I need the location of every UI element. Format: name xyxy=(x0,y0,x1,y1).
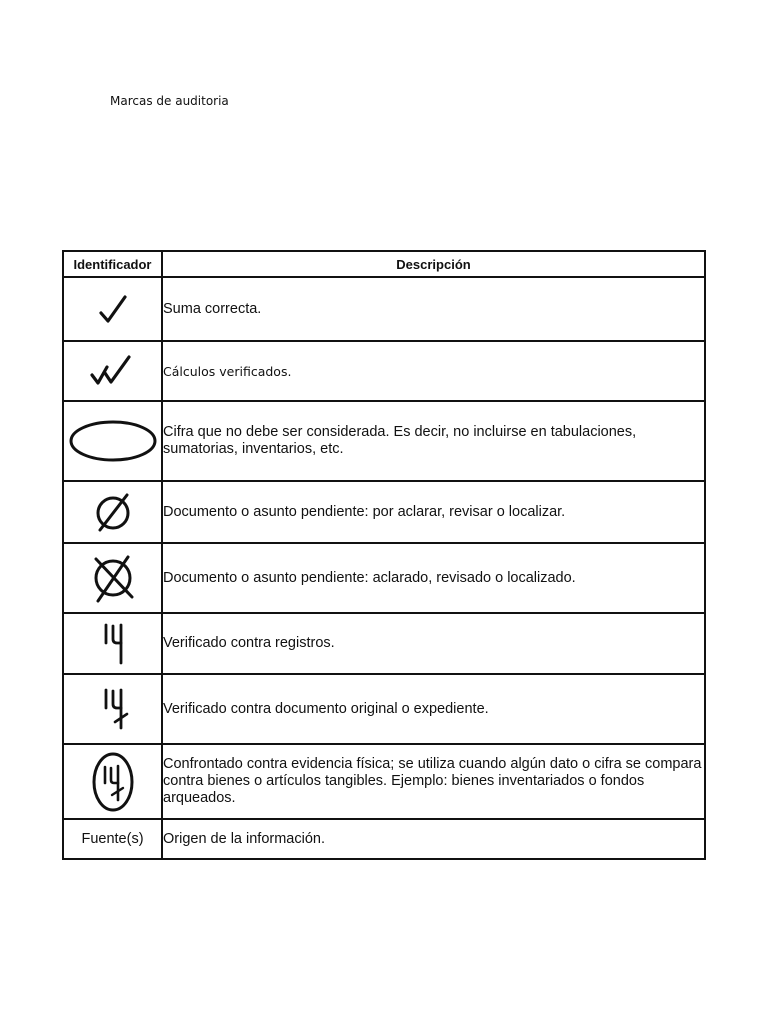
row-description: Verificado contra registros. xyxy=(162,613,705,674)
table-row xyxy=(63,674,705,744)
row-description: Suma correcta. xyxy=(162,277,705,341)
row-identifier: Fuente(s) xyxy=(63,819,162,859)
row-description: Confrontado contra evidencia física; se utiliza cuando algún dato o cifra se compara contra bienes o artículos tangibles. Ejemplo: bienes inventariados o fondos arqueados. xyxy=(162,744,705,819)
table-row xyxy=(63,401,705,481)
table-row xyxy=(63,744,705,819)
circled-tick-mark-icon xyxy=(90,750,136,814)
single-check-icon xyxy=(93,291,133,327)
row-description: Cálculos verificados. xyxy=(162,341,705,401)
row-description: Documento o asunto pendiente: por aclarar, revisar o localizar. xyxy=(162,481,705,543)
table-row xyxy=(63,543,705,613)
table-row xyxy=(63,613,705,674)
table-row xyxy=(63,341,705,401)
row-description: Documento o asunto pendiente: aclarado, revisado o localizado. xyxy=(162,543,705,613)
tick-mark-icon xyxy=(96,621,130,667)
audit-marks-table xyxy=(62,250,706,860)
row-description: Cifra que no debe ser considerada. Es decir, no incluirse en tabulaciones, sumatorias, inventarios, etc. xyxy=(162,401,705,481)
header-descripcion: Descripción xyxy=(162,251,705,277)
slashed-circle-icon xyxy=(91,490,135,534)
row-description: Origen de la información. xyxy=(162,819,705,859)
table-row xyxy=(63,277,705,341)
table-row xyxy=(63,481,705,543)
tick-mark-crossed-icon xyxy=(96,686,130,732)
page-title: Marcas de auditoria xyxy=(110,94,229,108)
table-row xyxy=(63,819,705,859)
double-check-icon xyxy=(87,353,139,389)
ellipse-icon xyxy=(67,417,159,465)
header-identificador: Identificador xyxy=(63,251,162,277)
row-description: Verificado contra documento original o expediente. xyxy=(162,674,705,744)
table-header-row xyxy=(63,251,705,277)
crossed-circle-icon xyxy=(88,551,138,605)
